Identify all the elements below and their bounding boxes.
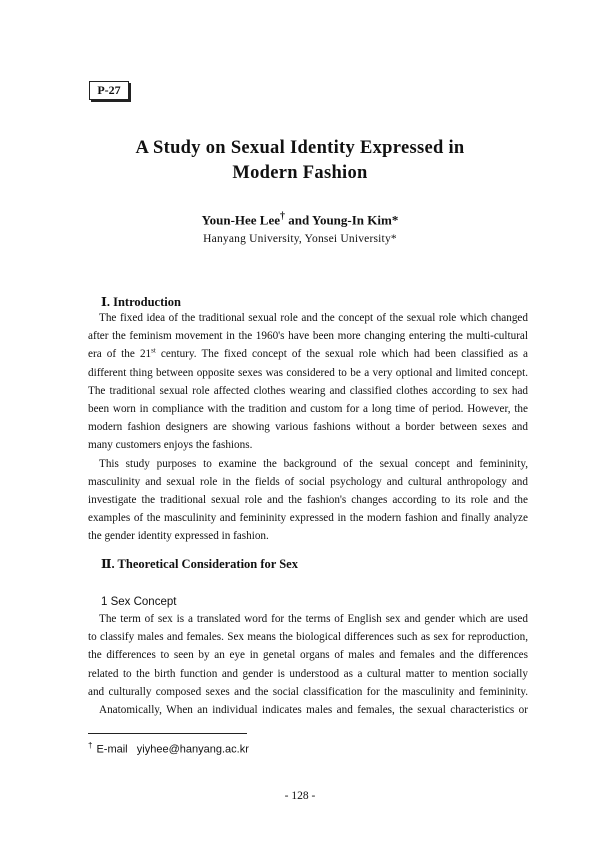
text-line: after the feminism movement in the 1960's have been more changing entering the multi-cultural [88, 330, 528, 343]
author-2: Young-In Kim* [312, 212, 399, 228]
title-line-1: A Study on Sexual Identity Expressed in [135, 138, 465, 158]
title-line-2: Modern Fashion [232, 163, 368, 183]
text-line: modern fashion designers are showing various fashions without a border between sexes and [88, 421, 528, 434]
superscript: st [151, 346, 156, 355]
text-line: the differences to seen by an eye in genetal organs of males and females and the differences [88, 649, 528, 662]
text-line: This study purposes to examine the background of the sexual concept and femininity, [99, 457, 528, 470]
footnote-mark: † [88, 741, 93, 750]
text-line: to classify males and females. Sex means the biological differences such as sex for reproduction, [88, 631, 528, 644]
page-number: - 128 - [284, 790, 316, 802]
text-line: masculinity and sexual role in the fields of social psychology and cultural anthropology and [88, 475, 528, 488]
text-line: Anatomically, When an individual indicates males and females, the sexual characteristics or [99, 703, 528, 716]
text-line: different thing between opposite sexes was considered to be a very optional and limited concept. [88, 366, 528, 379]
subsection-heading-sex-concept: 1 Sex Concept [101, 596, 177, 608]
text-line: The fixed idea of the traditional sexual role and the concept of the sexual role which changed [99, 312, 528, 324]
paper-title [0, 136, 600, 186]
text-fragment: century. The fixed concept of the sexual role which had been classified as a [155, 348, 528, 361]
intro-paragraph-1 [88, 309, 528, 455]
section-heading-theoretical: Ⅱ. Theoretical Consideration for Sex [101, 557, 298, 571]
text-fragment: era of the 21 [88, 348, 152, 361]
footnote [88, 741, 249, 756]
text-line: and culturally composed sexes and the social classification for the masculinity and femininity. [88, 685, 528, 698]
corresponding-author-mark: † [280, 211, 286, 222]
authors [0, 209, 600, 228]
section-heading-introduction: Ⅰ. Introduction [101, 295, 181, 309]
text-line: been worn in compliance with the tradition and custom for a long time of period. However, the [88, 402, 528, 415]
footnote-rule [88, 733, 247, 734]
text-line [88, 345, 528, 363]
intro-paragraph-2 [88, 455, 528, 546]
text-line: many customers enjoys the fashions. [88, 439, 253, 452]
authors-and: and [285, 212, 312, 228]
sex-concept-paragraph [88, 610, 528, 719]
paper-id-badge: P-27 [89, 81, 129, 100]
text-line: related to the birth function and gender is understood as a cultural matter to mention socially [88, 667, 528, 680]
footnote-text: E-mail yiyhee@hanyang.ac.kr [96, 743, 249, 756]
text-line: investigate the traditional sexual role and the fashion's changes according to its role and the [88, 493, 528, 506]
text-line: the gender identity expressed in fashion. [88, 530, 269, 543]
text-line: The term of sex is a translated word for the terms of English sex and gender which are used [99, 613, 528, 625]
affiliation: Hanyang University, Yonsei University* [203, 233, 397, 245]
text-line: The traditional sexual role affected clothes wearing and classified clothes according to sex had [88, 384, 528, 397]
author-1: Youn-Hee Lee [201, 212, 281, 228]
text-line: examples of the masculinity and femininity expressed in the modern fashion and finally analyze [88, 512, 528, 525]
